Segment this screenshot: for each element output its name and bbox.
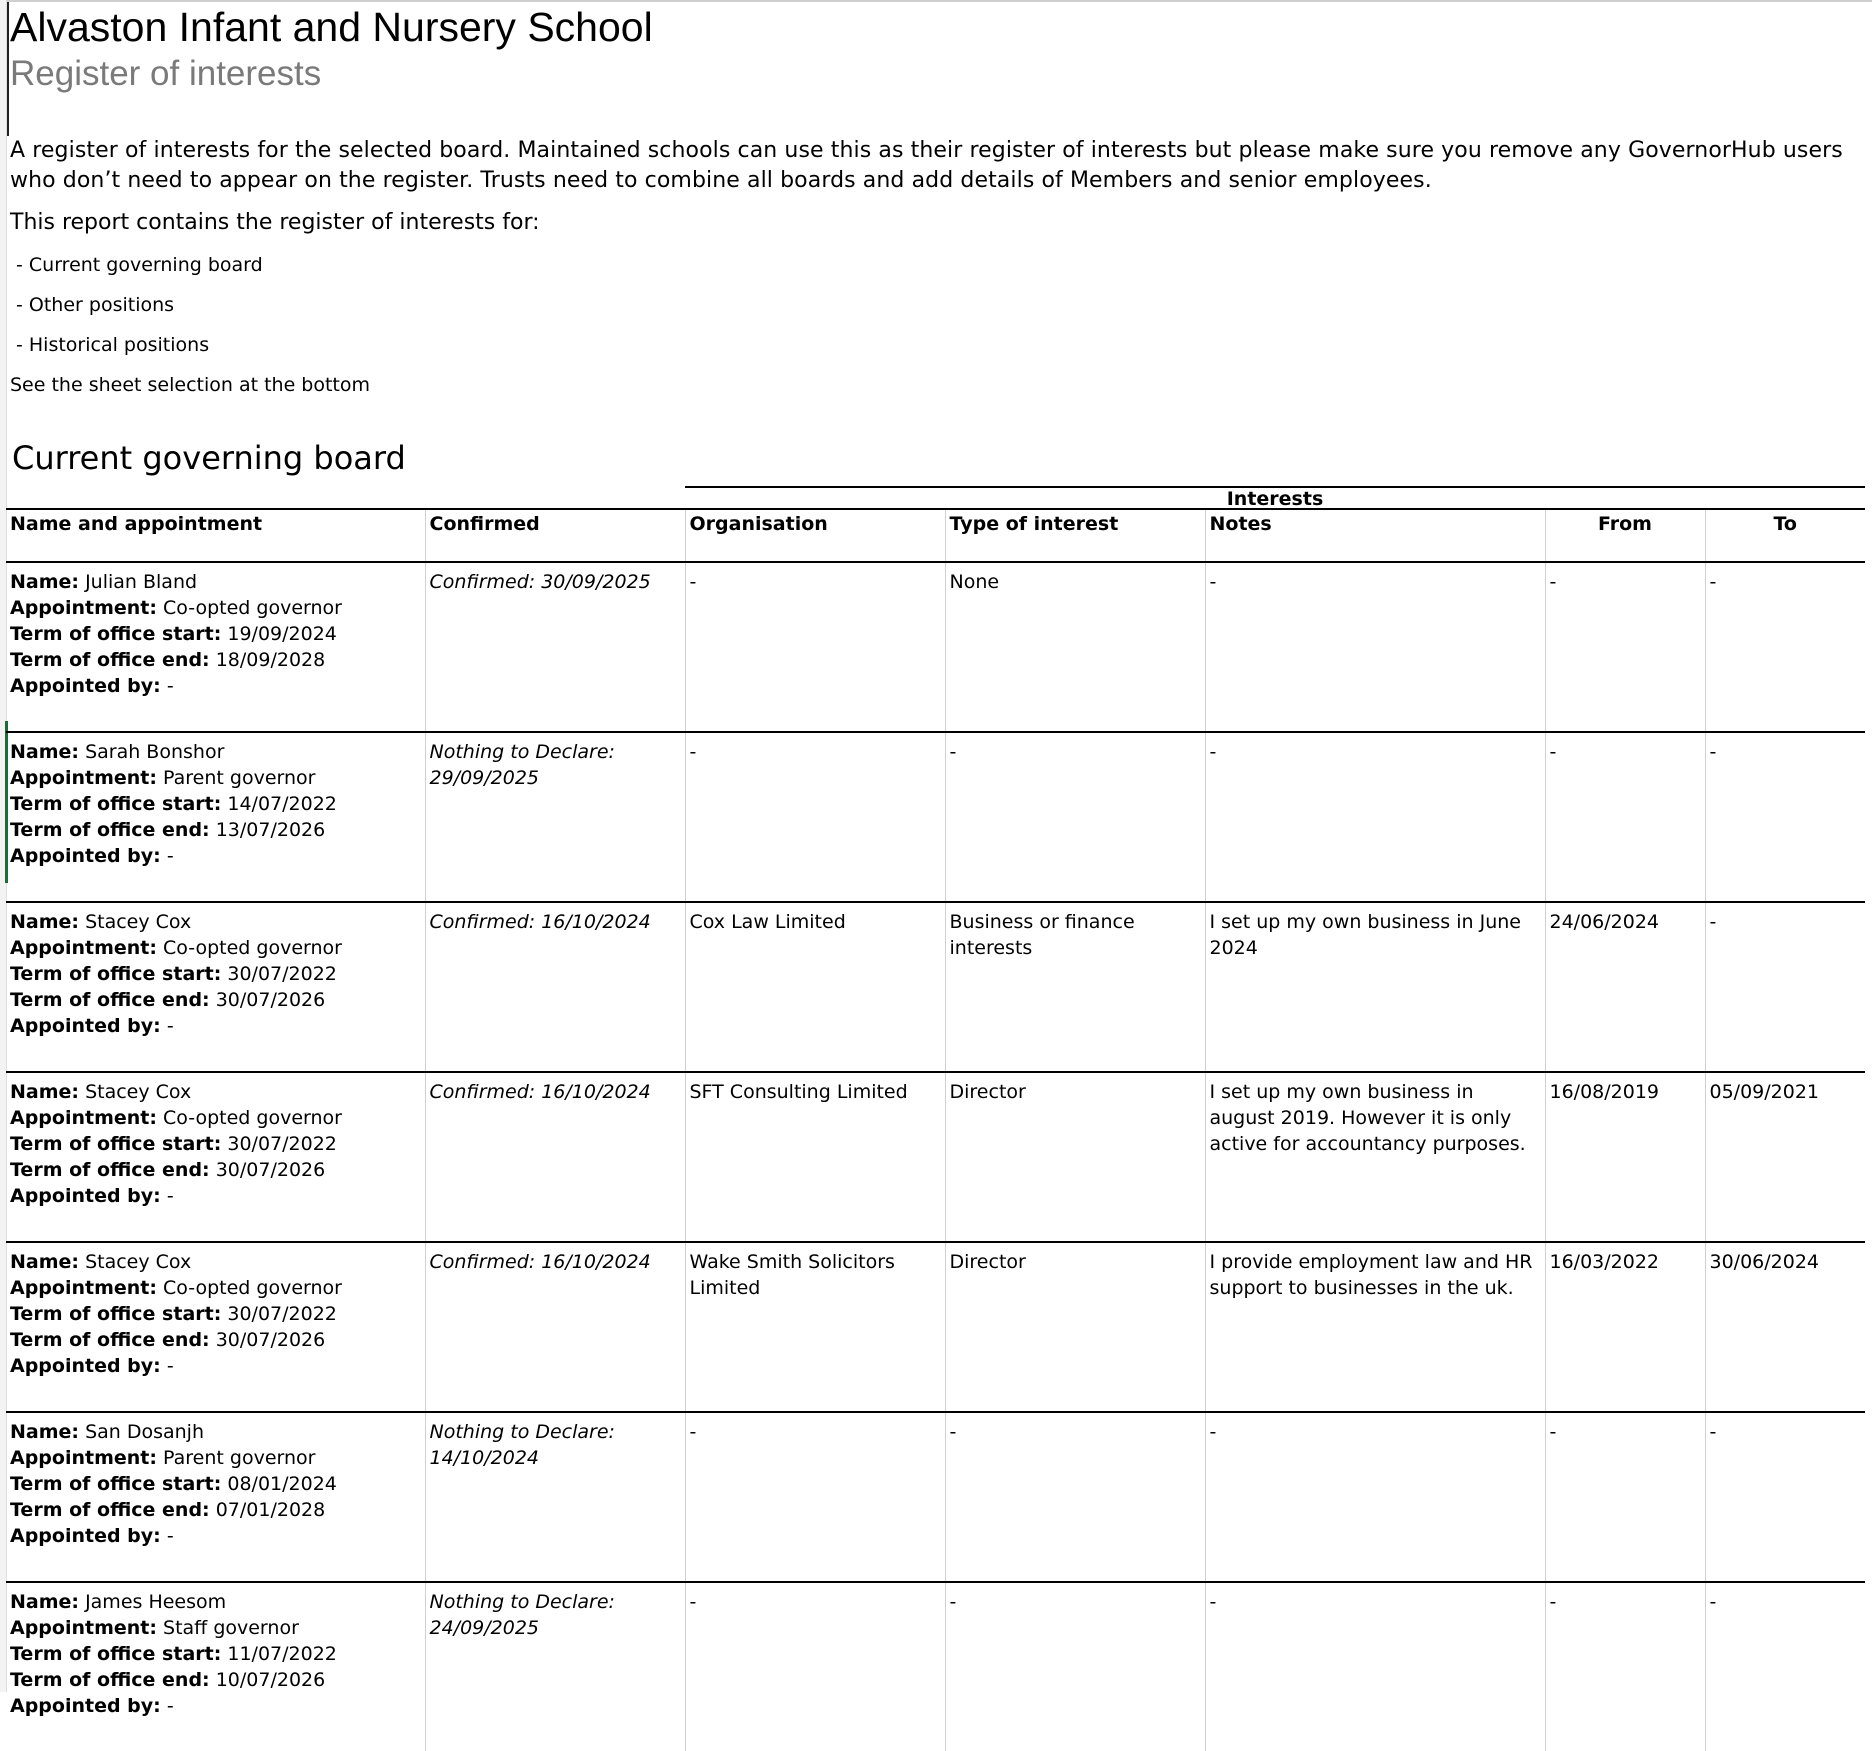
appointment-line [10,1445,421,1471]
appointed-by-line [10,1353,421,1379]
appointed-by-line [10,1523,421,1549]
term-start-line [10,1641,421,1667]
sheet-list-item: - Current governing board [16,254,263,276]
cell-notes[interactable]: - [1205,732,1545,902]
register-table [6,508,1865,1751]
term-start-label: Term of office start: [10,1643,222,1665]
name-line [10,739,421,765]
term-end-line [10,1327,421,1353]
appointed-by-value: - [166,1185,174,1207]
cell-organisation[interactable]: - [685,732,945,902]
appointment-line [10,595,421,621]
cell-notes[interactable]: - [1205,562,1545,732]
appointed-by-value: - [166,845,174,867]
term-start-line [10,1471,421,1497]
cell-name-appointment[interactable] [6,1412,425,1582]
appointed-by-value: - [166,1015,174,1037]
term-start-label: Term of office start: [10,793,222,815]
cell-from[interactable]: 16/08/2019 [1545,1072,1705,1242]
cell-confirmed[interactable]: Confirmed: 16/10/2024 [425,1242,685,1412]
term-end-label: Term of office end: [10,649,210,671]
cell-from[interactable]: 16/03/2022 [1545,1242,1705,1412]
term-end-label: Term of office end: [10,1499,210,1521]
appointed-by-label: Appointed by: [10,675,161,697]
column-header-notes[interactable]: Notes [1205,509,1545,562]
cell-name-appointment[interactable] [6,1582,425,1751]
appointed-by-label: Appointed by: [10,1015,161,1037]
name-label: Name: [10,1591,80,1613]
column-header-to[interactable]: To [1705,509,1865,562]
appointed-by-line [10,843,421,869]
cell-name-appointment[interactable] [6,732,425,902]
term-start-line [10,1131,421,1157]
appointment-label: Appointment: [10,937,157,959]
column-header-organisation[interactable]: Organisation [685,509,945,562]
member-name: Stacey Cox [85,911,192,933]
name-label: Name: [10,1251,80,1273]
appointment-value: Co-opted governor [163,1277,342,1299]
report-contents-lead: This report contains the register of interests for: [10,210,540,235]
cell-type-of-interest[interactable]: Director [945,1072,1205,1242]
term-end-label: Term of office end: [10,819,210,841]
cell-organisation[interactable]: - [685,1412,945,1582]
cell-notes[interactable]: I provide employment law and HR support to businesses in the uk. [1205,1242,1545,1412]
table-row[interactable] [6,1582,1865,1751]
term-end-value: 30/07/2026 [215,989,326,1011]
appointment-label: Appointment: [10,1447,157,1469]
term-end-line [10,647,421,673]
term-start-line [10,1301,421,1327]
cell-confirmed[interactable]: Confirmed: 16/10/2024 [425,1072,685,1242]
cell-type-of-interest[interactable]: - [945,732,1205,902]
name-label: Name: [10,741,80,763]
cell-confirmed[interactable]: Confirmed: 30/09/2025 [425,562,685,732]
table-row[interactable] [6,1412,1865,1582]
term-end-label: Term of office end: [10,1669,210,1691]
term-start-line [10,961,421,987]
cell-from[interactable]: - [1545,1412,1705,1582]
appointment-value: Co-opted governor [163,597,342,619]
sheet-list-item: - Other positions [16,294,175,316]
column-header-from[interactable]: From [1545,509,1705,562]
cell-confirmed[interactable]: Nothing to Declare: 24/09/2025 [425,1582,685,1751]
appointment-line [10,1275,421,1301]
term-end-line [10,987,421,1013]
member-name: Stacey Cox [85,1081,192,1103]
cell-name-appointment[interactable] [6,1072,425,1242]
interests-group-header: Interests [685,486,1865,510]
cell-from[interactable]: 24/06/2024 [1545,902,1705,1072]
column-header-type[interactable]: Type of interest [945,509,1205,562]
appointed-by-label: Appointed by: [10,1525,161,1547]
section-heading: Current governing board [12,439,406,477]
appointed-by-label: Appointed by: [10,1695,161,1717]
cell-to[interactable]: - [1705,732,1865,902]
term-end-label: Term of office end: [10,1159,210,1181]
term-start-value: 19/09/2024 [227,623,337,645]
term-end-value: 13/07/2026 [215,819,326,841]
cell-organisation[interactable]: Wake Smith Solicitors Limited [685,1242,945,1412]
cell-to[interactable]: - [1705,562,1865,732]
term-start-line [10,791,421,817]
appointed-by-label: Appointed by: [10,845,161,867]
appointed-by-line [10,1183,421,1209]
cell-organisation[interactable]: - [685,562,945,732]
name-line [10,1589,421,1615]
cell-organisation[interactable]: Cox Law Limited [685,902,945,1072]
column-header-name[interactable]: Name and appointment [6,509,425,562]
appointment-label: Appointment: [10,1107,157,1129]
cell-notes[interactable]: - [1205,1412,1545,1582]
appointment-value: Parent governor [163,1447,316,1469]
cell-notes[interactable]: - [1205,1582,1545,1751]
cell-to[interactable]: 30/06/2024 [1705,1242,1865,1412]
appointment-line [10,1615,421,1641]
term-end-label: Term of office end: [10,989,210,1011]
term-end-line [10,817,421,843]
term-end-line [10,1497,421,1523]
intro-description: A register of interests for the selected board. Maintained schools can use this as their register of interests but please make sure you remove any GovernorHub users who don’t need to appear on the register. Trusts need to combine all boards and add details of Members and senior employees. [10,138,1843,193]
cell-type-of-interest[interactable]: - [945,1582,1205,1751]
appointment-value: Co-opted governor [163,937,342,959]
appointed-by-label: Appointed by: [10,1185,161,1207]
cell-to[interactable]: - [1705,1582,1865,1751]
name-label: Name: [10,911,80,933]
name-label: Name: [10,1081,80,1103]
term-start-value: 30/07/2022 [227,1303,337,1325]
term-start-line [10,621,421,647]
term-end-line [10,1667,421,1693]
cell-type-of-interest[interactable]: - [945,1412,1205,1582]
appointment-value: Parent governor [163,767,316,789]
term-start-label: Term of office start: [10,623,222,645]
appointment-line [10,1105,421,1131]
cell-notes[interactable]: I set up my own business in august 2019. However it is only active for accountancy purposes. [1205,1072,1545,1242]
appointment-value: Co-opted governor [163,1107,342,1129]
term-end-line [10,1157,421,1183]
cell-from[interactable]: - [1545,562,1705,732]
appointed-by-line [10,673,421,699]
term-end-value: 30/07/2026 [215,1329,326,1351]
table-row[interactable] [6,902,1865,1072]
cell-confirmed[interactable]: Nothing to Declare: 29/09/2025 [425,732,685,902]
column-header-confirmed[interactable]: Confirmed [425,509,685,562]
report-title: Register of interests [10,54,322,93]
member-name: Stacey Cox [85,1251,192,1273]
name-line [10,1249,421,1275]
table-row[interactable] [6,732,1865,902]
term-end-label: Term of office end: [10,1329,210,1351]
appointment-label: Appointment: [10,767,157,789]
term-end-value: 30/07/2026 [215,1159,326,1181]
member-name: James Heesom [85,1591,227,1613]
appointment-label: Appointment: [10,597,157,619]
term-start-label: Term of office start: [10,1303,222,1325]
cell-to[interactable]: - [1705,902,1865,1072]
text-cursor [7,2,9,136]
appointment-value: Staff governor [163,1617,299,1639]
school-name: Alvaston Infant and Nursery School [10,4,653,50]
term-end-value: 07/01/2028 [215,1499,326,1521]
appointed-by-label: Appointed by: [10,1355,161,1377]
cell-from[interactable]: - [1545,732,1705,902]
member-name: San Dosanjh [85,1421,205,1443]
appointed-by-value: - [166,1525,174,1547]
term-start-value: 08/01/2024 [227,1473,337,1495]
cell-name-appointment[interactable] [6,562,425,732]
cell-notes[interactable]: I set up my own business in June 2024 [1205,902,1545,1072]
name-label: Name: [10,1421,80,1443]
term-start-label: Term of office start: [10,1473,222,1495]
sheet-list-item: - Historical positions [16,334,210,356]
cell-to[interactable]: 05/09/2021 [1705,1072,1865,1242]
term-start-value: 14/07/2022 [227,793,337,815]
appointment-label: Appointment: [10,1277,157,1299]
table-row[interactable] [6,562,1865,732]
name-line [10,909,421,935]
table-row[interactable] [6,1242,1865,1412]
name-line [10,1419,421,1445]
appointed-by-line [10,1013,421,1039]
member-name: Sarah Bonshor [85,741,225,763]
term-end-value: 10/07/2026 [215,1669,326,1691]
name-line [10,569,421,595]
term-start-value: 11/07/2022 [227,1643,337,1665]
appointment-line [10,935,421,961]
sheet-selection-note: See the sheet selection at the bottom [10,374,371,396]
table-header-row [6,509,1865,562]
cell-organisation[interactable]: - [685,1582,945,1751]
appointed-by-value: - [166,1695,174,1717]
term-start-label: Term of office start: [10,1133,222,1155]
appointment-label: Appointment: [10,1617,157,1639]
term-start-label: Term of office start: [10,963,222,985]
cell-to[interactable]: - [1705,1412,1865,1582]
cell-confirmed[interactable]: Nothing to Declare: 14/10/2024 [425,1412,685,1582]
appointed-by-value: - [166,675,174,697]
cell-type-of-interest[interactable]: Director [945,1242,1205,1412]
cell-confirmed[interactable]: Confirmed: 16/10/2024 [425,902,685,1072]
table-row[interactable] [6,1072,1865,1242]
name-label: Name: [10,571,80,593]
cell-name-appointment[interactable] [6,1242,425,1412]
cell-name-appointment[interactable] [6,902,425,1072]
name-line [10,1079,421,1105]
appointed-by-value: - [166,1355,174,1377]
appointed-by-line [10,1693,421,1719]
cell-from[interactable]: - [1545,1582,1705,1751]
cell-type-of-interest[interactable]: Business or finance interests [945,902,1205,1072]
term-start-value: 30/07/2022 [227,963,337,985]
member-name: Julian Bland [85,571,198,593]
cell-organisation[interactable]: SFT Consulting Limited [685,1072,945,1242]
cell-type-of-interest[interactable]: None [945,562,1205,732]
term-end-value: 18/09/2028 [215,649,326,671]
term-start-value: 30/07/2022 [227,1133,337,1155]
appointment-line [10,765,421,791]
